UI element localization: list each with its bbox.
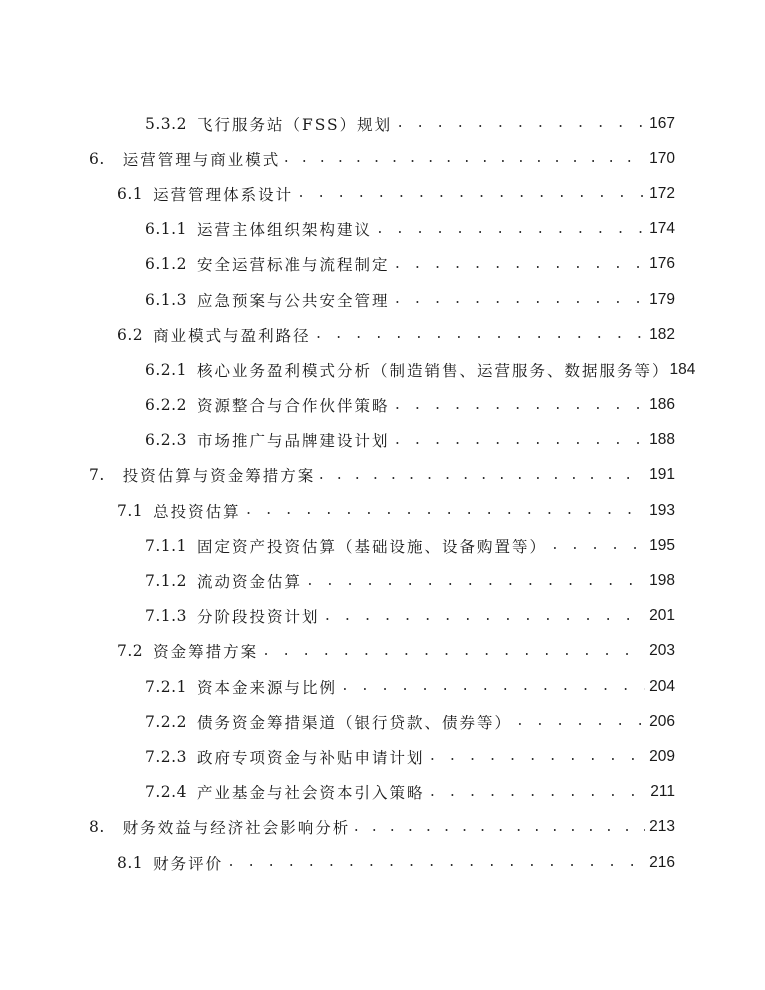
toc-entry-number: 6. [89, 149, 105, 168]
toc-entry-title: 总投资估算 [153, 502, 241, 521]
toc-entry-title: 分阶段投资计划 [196, 608, 320, 627]
toc-entry[interactable] [0, 458, 675, 493]
toc-entry[interactable] [0, 634, 675, 669]
toc-entry-title: 资本金来源与比例 [196, 678, 337, 697]
toc-entry-title: 应急预案与公共安全管理 [196, 291, 390, 310]
toc-entry-number: 7. [89, 466, 105, 485]
toc-entry-page-number: 186 [649, 396, 675, 414]
toc-entry-title: 固定资产投资估算（基础设施、设备购置等） [196, 537, 547, 556]
table-of-contents [0, 106, 765, 880]
toc-entry-title: 流动资金估算 [196, 573, 302, 592]
dot-leader [262, 644, 645, 659]
toc-entry-page-number: 198 [649, 572, 675, 590]
toc-entry-title: 运营管理体系设计 [153, 185, 294, 204]
dot-leader [551, 538, 645, 553]
toc-entry-number: 6.2 [117, 325, 144, 344]
toc-entry[interactable] [0, 317, 675, 352]
toc-entry-number: 6.1.3 [145, 290, 187, 309]
dot-leader [341, 679, 645, 694]
toc-entry-title: 政府专项资金与补贴申请计划 [196, 748, 425, 767]
dot-leader [393, 433, 645, 448]
dot-leader [227, 855, 645, 870]
toc-entry-title: 财务评价 [153, 854, 224, 873]
dot-leader [393, 292, 645, 307]
toc-entry-number: 5.3.2 [145, 114, 187, 133]
toc-entry-number: 7.2 [117, 642, 144, 661]
toc-entry-number: 7.2.4 [145, 783, 187, 802]
toc-entry-number: 6.1 [117, 184, 144, 203]
toc-entry-title: 资金筹措方案 [153, 643, 259, 662]
toc-entry-page-number: 195 [649, 536, 675, 554]
toc-entry-number: 7.1 [117, 501, 144, 520]
toc-entry-number: 6.2.2 [145, 396, 187, 415]
toc-entry-page-number: 174 [649, 220, 675, 238]
toc-entry[interactable] [0, 141, 675, 176]
dot-leader [376, 222, 645, 237]
toc-entry-page-number: 176 [649, 255, 675, 273]
toc-entry-page-number: 179 [649, 290, 675, 308]
toc-entry-page-number: 167 [649, 114, 675, 132]
dot-leader [317, 468, 645, 483]
toc-entry-title: 运营主体组织架构建议 [196, 221, 372, 240]
toc-entry-page-number: 184 [669, 360, 696, 378]
toc-entry-number: 6.2.3 [145, 431, 187, 450]
dot-leader [428, 749, 645, 764]
toc-entry-title: 资源整合与合作伙伴策略 [196, 397, 390, 416]
dot-leader [282, 151, 645, 166]
toc-entry-title: 投资估算与资金筹措方案 [122, 467, 316, 486]
toc-entry[interactable] [0, 176, 675, 211]
toc-entry[interactable] [0, 493, 675, 528]
toc-entry-number: 7.2.1 [145, 677, 187, 696]
toc-entry-page-number: 209 [649, 747, 675, 765]
toc-entry[interactable] [0, 212, 675, 247]
toc-entry-page-number: 203 [649, 642, 675, 660]
dot-leader [297, 186, 645, 201]
toc-entry-number: 7.1.1 [145, 536, 187, 555]
toc-entry[interactable] [0, 423, 675, 458]
toc-entry-title: 运营管理与商业模式 [122, 150, 281, 169]
toc-entry-number: 8. [89, 818, 105, 837]
toc-entry[interactable] [0, 599, 675, 634]
toc-entry-page-number: 211 [650, 783, 675, 801]
toc-entry[interactable] [0, 810, 675, 845]
toc-entry-page-number: 170 [649, 149, 675, 167]
toc-entry-title: 安全运营标准与流程制定 [196, 256, 390, 275]
toc-entry-number: 6.2.1 [145, 360, 187, 379]
toc-entry[interactable] [0, 563, 675, 598]
toc-entry[interactable] [0, 704, 675, 739]
dot-leader [352, 820, 645, 835]
toc-entry-number: 7.2.2 [145, 712, 187, 731]
toc-entry-title: 市场推广与品牌建设计划 [196, 432, 390, 451]
toc-entry[interactable] [0, 528, 675, 563]
toc-entry[interactable] [0, 352, 696, 387]
toc-entry-number: 6.1.1 [145, 220, 187, 239]
toc-entry-title: 财务效益与经济社会影响分析 [122, 819, 351, 838]
toc-entry-number: 7.1.3 [145, 607, 187, 626]
toc-entry[interactable] [0, 247, 675, 282]
toc-entry-page-number: 182 [649, 325, 675, 343]
toc-entry-number: 8.1 [117, 853, 144, 872]
dot-leader [428, 785, 646, 800]
toc-entry-number: 7.1.2 [145, 572, 187, 591]
toc-entry-number: 6.1.2 [145, 255, 187, 274]
toc-entry-page-number: 213 [649, 818, 675, 836]
dot-leader [393, 398, 645, 413]
toc-entry-title: 商业模式与盈利路径 [153, 326, 311, 345]
toc-entry-page-number: 191 [649, 466, 675, 484]
toc-entry-page-number: 206 [649, 712, 675, 730]
toc-entry-page-number: 204 [649, 677, 675, 695]
toc-entry-title: 飞行服务站（FSS）规划 [196, 115, 393, 134]
toc-entry-title: 核心业务盈利模式分析（制造销售、运营服务、数据服务等） [196, 361, 670, 380]
toc-entry-page-number: 172 [649, 184, 675, 202]
dot-leader [516, 714, 645, 729]
toc-entry[interactable] [0, 845, 675, 880]
toc-entry-page-number: 216 [649, 853, 675, 871]
toc-entry-page-number: 188 [649, 431, 675, 449]
toc-entry[interactable] [0, 775, 675, 810]
toc-entry-page-number: 193 [649, 501, 675, 519]
toc-entry-number: 7.2.3 [145, 747, 187, 766]
toc-entry[interactable] [0, 669, 675, 704]
toc-entry[interactable] [0, 106, 675, 141]
toc-entry[interactable] [0, 388, 675, 423]
dot-leader [315, 327, 645, 342]
dot-leader [306, 574, 645, 589]
toc-entry-title: 债务资金筹措渠道（银行贷款、债券等） [196, 713, 512, 732]
toc-entry-page-number: 201 [649, 607, 675, 625]
toc-entry[interactable] [0, 739, 675, 774]
toc-entry[interactable] [0, 282, 675, 317]
dot-leader [245, 503, 645, 518]
dot-leader [396, 116, 645, 131]
dot-leader [393, 257, 645, 272]
toc-entry-title: 产业基金与社会资本引入策略 [196, 784, 425, 803]
dot-leader [323, 609, 645, 624]
